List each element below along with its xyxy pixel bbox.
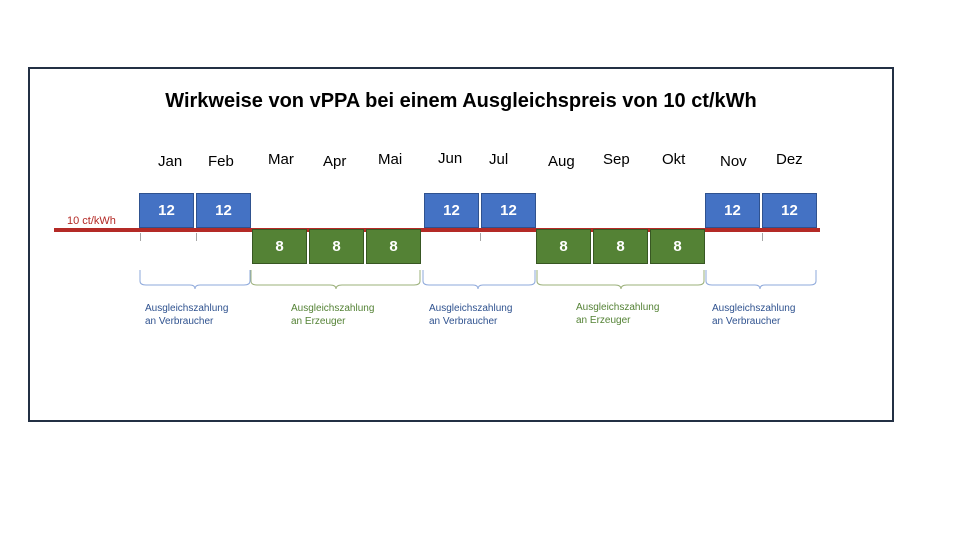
value-box-sep: 8: [593, 229, 648, 264]
month-label-jan: Jan: [158, 153, 183, 170]
annotation-consumer-2: [429, 302, 512, 328]
annotation-line: an Erzeuger: [291, 316, 346, 327]
value-box-aug: 8: [536, 229, 591, 264]
value-box-okt: 8: [650, 229, 705, 264]
value-box-mai: 8: [366, 229, 421, 264]
annotation-line: Ausgleichszahlung: [712, 303, 796, 314]
month-label-nov: Nov: [720, 153, 747, 170]
annotation-producer-2: [576, 301, 659, 327]
month-label-mai: Mai: [378, 151, 403, 168]
slide-title: Wirkweise von vPPA bei einem Ausgleichspreis von 10 ct/kWh: [165, 90, 757, 112]
value-box-jul: 12: [481, 193, 536, 228]
brace-consumer-2: [423, 270, 535, 289]
brace-consumer-3: [706, 270, 816, 289]
value-box-feb: 12: [196, 193, 251, 228]
annotation-producer-1: [291, 302, 374, 328]
annotation-line: Ausgleichszahlung: [291, 303, 375, 314]
value-box-jun: 12: [424, 193, 479, 228]
value-box-dez: 12: [762, 193, 817, 228]
month-label-jun: Jun: [438, 150, 463, 167]
month-label-sep: Sep: [603, 151, 630, 168]
month-label-okt: Okt: [662, 151, 686, 168]
month-label-dez: Dez: [776, 151, 803, 168]
value-box-apr: 8: [309, 229, 364, 264]
price-label: 10 ct/kWh: [67, 215, 116, 227]
annotation-line: an Verbraucher: [145, 316, 214, 327]
brace-producer-2: [537, 270, 704, 289]
value-box-jan: 12: [139, 193, 194, 228]
annotation-line: an Verbraucher: [712, 316, 781, 327]
brace-producer-1: [251, 270, 420, 289]
annotation-line: Ausgleichszahlung: [429, 303, 513, 314]
brace-consumer-1: [140, 270, 250, 289]
annotation-consumer-1: [145, 302, 228, 328]
value-box-nov: 12: [705, 193, 760, 228]
annotation-line: Ausgleichszahlung: [576, 302, 660, 313]
annotation-line: an Verbraucher: [429, 316, 498, 327]
annotation-consumer-3: [712, 302, 795, 328]
month-label-aug: Aug: [548, 153, 575, 170]
month-label-mar: Mar: [268, 151, 294, 168]
value-box-mar: 8: [252, 229, 307, 264]
annotation-line: Ausgleichszahlung: [145, 303, 229, 314]
month-label-jul: Jul: [489, 151, 509, 168]
month-label-apr: Apr: [323, 153, 347, 170]
annotation-line: an Erzeuger: [576, 315, 631, 326]
month-label-feb: Feb: [208, 153, 234, 170]
